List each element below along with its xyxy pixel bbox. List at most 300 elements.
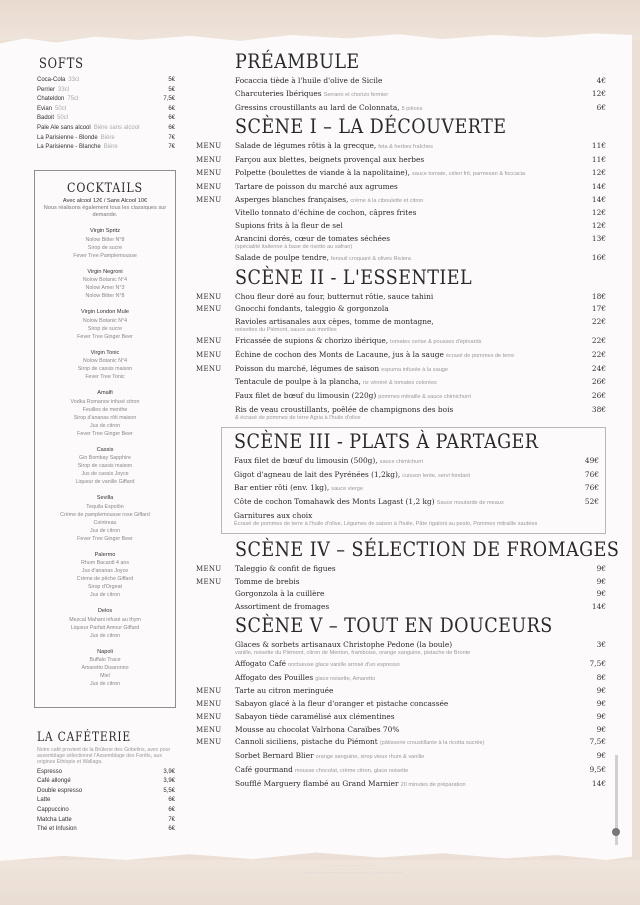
cocktail-ingredient: Amaretto Disaronno bbox=[81, 665, 129, 671]
dish-price: 14€ bbox=[591, 194, 606, 204]
section-title: SCÈNE IV – SÉLECTION DE FROMAGES bbox=[235, 537, 620, 561]
dish-row bbox=[196, 349, 606, 363]
dish-subline: noisettes du Piémont, sauce aux morilles bbox=[235, 326, 337, 333]
menu-tag: MENU bbox=[196, 364, 222, 373]
soft-drink-row bbox=[37, 124, 175, 134]
dish-name: Gigot d'agneau de lait des Pyrénées (1,2kg), bbox=[234, 469, 401, 479]
dish-price: 9€ bbox=[596, 711, 606, 721]
cocktail-ingredient: Mezcal Mahani infusé au thym bbox=[69, 616, 141, 623]
cocktail-item bbox=[35, 390, 175, 438]
dish-row bbox=[234, 469, 599, 483]
dish-row bbox=[196, 220, 606, 233]
dish-name: Échine de cochon des Monts de Lacaune, jus à la sauge bbox=[235, 349, 444, 359]
dish-name: Faux filet de bœuf du limousin (220g) bbox=[235, 391, 377, 401]
dish-price: 22€ bbox=[591, 317, 606, 327]
dish-price: 7,5€ bbox=[589, 658, 606, 668]
dish-name: Tartare de poisson du marché aux agrumes bbox=[235, 181, 398, 191]
dish-body bbox=[235, 140, 576, 154]
dish-price: 6€ bbox=[596, 102, 606, 112]
cocktail-item bbox=[35, 608, 175, 640]
dish-name: Taleggio & confit de figues bbox=[235, 563, 336, 573]
dish-name: Gnocchi fondants, taleggio & gorgonzola bbox=[235, 304, 389, 314]
coffee-name: Espresso bbox=[37, 768, 63, 775]
dish-name: Assortiment de fromages bbox=[235, 602, 330, 612]
cafeterie-intro: Notre café provient de la Brûlerie des Gobelins, avec pour assemblage sélectionné l'Assemblage des Forêts, aux origines Éthiopie et Wallaga. bbox=[37, 747, 171, 766]
cocktail-ingredient: Nolow Bitter N°8 bbox=[85, 293, 125, 299]
cocktail-ingredient: Nolow Amer N°3 bbox=[85, 285, 125, 291]
coffee-price: 6€ bbox=[168, 826, 175, 833]
dish-row bbox=[196, 750, 606, 764]
coffee-price: 3,9€ bbox=[163, 768, 175, 775]
dish-row bbox=[196, 181, 606, 194]
cocktail-name: Virgin Spritz bbox=[89, 228, 121, 234]
side-dot-icon bbox=[612, 828, 620, 836]
dish-body bbox=[235, 764, 576, 778]
menu-tag: MENU bbox=[196, 712, 222, 721]
dish-row bbox=[196, 88, 606, 102]
dish-row bbox=[234, 496, 599, 510]
dish-row bbox=[196, 154, 606, 167]
coffee-name: Latte bbox=[37, 797, 51, 804]
dish-name: Ravioles artisanales aux cèpes, tomme de montagne, bbox=[235, 317, 434, 327]
coffee-row bbox=[37, 777, 175, 787]
cocktail-name: Napoli bbox=[97, 648, 113, 655]
menu-tag: MENU bbox=[196, 195, 222, 204]
soft-drink-price: 6€ bbox=[168, 124, 175, 131]
dish-description: onctueuse glace vanille arrosé d'un espresso bbox=[287, 661, 400, 668]
dish-body bbox=[235, 563, 576, 576]
dish-body bbox=[235, 736, 576, 750]
dish-price: 9€ bbox=[596, 563, 606, 573]
dish-row bbox=[196, 601, 606, 614]
soft-drink-name: Badoit bbox=[37, 115, 55, 122]
cocktail-name: Virgin Tonic bbox=[90, 349, 120, 356]
cocktail-item bbox=[35, 552, 175, 600]
paper-texture-top bbox=[0, 0, 640, 40]
cocktail-ingredient: Sirop de sucre bbox=[87, 244, 123, 251]
footer-legal-text bbox=[180, 862, 520, 876]
cafeterie-list bbox=[37, 768, 175, 835]
coffee-row bbox=[37, 806, 175, 816]
dish-price: 22€ bbox=[591, 349, 606, 359]
cocktail-ingredient: Liqueur Parfait Amour Giffard bbox=[70, 624, 140, 631]
section-title: SCÈNE II - L'ESSENTIEL bbox=[235, 265, 473, 289]
soft-drink-row bbox=[37, 86, 175, 96]
soft-drink-size: 50cl bbox=[57, 115, 69, 122]
cocktail-item bbox=[35, 447, 175, 487]
coffee-price: 6€ bbox=[168, 806, 175, 813]
dish-body bbox=[235, 685, 576, 698]
dish-body bbox=[235, 194, 576, 208]
menu-tag: MENU bbox=[196, 305, 222, 314]
dish-price: 11€ bbox=[591, 141, 606, 151]
coffee-row bbox=[37, 787, 175, 797]
dish-row bbox=[196, 778, 606, 792]
dish-description: Serrano et chorizo fermier bbox=[323, 91, 389, 98]
soft-drink-row bbox=[37, 105, 175, 115]
dish-row bbox=[196, 404, 606, 423]
dish-price: 17€ bbox=[591, 304, 606, 314]
soft-drink-price: 7€ bbox=[168, 134, 175, 141]
dish-description: sauce vierge bbox=[331, 486, 363, 493]
dish-row bbox=[196, 140, 606, 154]
dish-body bbox=[235, 672, 576, 686]
dish-name: Sabayon tiède caramélisé aux clémentines bbox=[235, 711, 395, 721]
cafeterie-title: LA CAFÉTERIE bbox=[37, 730, 131, 745]
dish-row bbox=[234, 482, 599, 496]
cocktails-title: COCKTAILS bbox=[67, 181, 143, 196]
dish-name: Soufflé Marguery flambé au Grand Marnier bbox=[235, 778, 399, 788]
cocktail-ingredient: Jus de citron bbox=[89, 527, 121, 534]
cocktail-ingredient: Nolow Botanic N°4 bbox=[82, 277, 128, 283]
dish-price: 3€ bbox=[596, 639, 606, 649]
cocktail-ingredient: Nolow Botanic N°4 bbox=[82, 358, 128, 364]
dish-name: Farçou aux blettes, beignets provençal aux herbes bbox=[235, 155, 425, 165]
dish-price: 13€ bbox=[591, 233, 606, 243]
dish-description: écrasé de pommes de terre bbox=[445, 352, 515, 359]
dish-price: 26€ bbox=[591, 377, 606, 387]
cocktail-ingredient: Sirop de cassis maison bbox=[77, 366, 133, 372]
dish-body bbox=[234, 510, 571, 529]
dish-price: 38€ bbox=[591, 404, 606, 414]
cocktails-note: Nous réalisons également tous les classiques sur demande. bbox=[43, 205, 167, 218]
dish-body bbox=[235, 658, 576, 672]
dish-name: Vitello tonnato d'échine de cochon, câpres frites bbox=[235, 208, 417, 218]
dish-row bbox=[196, 698, 606, 711]
dish-row bbox=[234, 455, 599, 469]
dish-price: 22€ bbox=[591, 335, 606, 345]
dish-price: 9,5€ bbox=[589, 765, 606, 775]
dish-body bbox=[235, 363, 576, 377]
dish-price: 26€ bbox=[591, 391, 606, 401]
dish-body bbox=[234, 469, 571, 483]
coffee-price: 7€ bbox=[168, 816, 175, 823]
dish-name: Gorgonzola à la cuillère bbox=[235, 589, 325, 599]
cocktail-item bbox=[35, 228, 175, 260]
cocktail-item bbox=[35, 309, 175, 341]
dish-price: 49€ bbox=[584, 455, 599, 465]
dish-name: Glaces & sorbets artisanaux Christophe Pedone (la boule) bbox=[235, 639, 453, 649]
cocktail-ingredient: Fever Tree Tonic bbox=[85, 374, 125, 380]
dish-price: 14€ bbox=[591, 778, 606, 788]
cocktail-ingredient: Nolow Botanic N°4 bbox=[82, 317, 128, 324]
dish-body bbox=[235, 303, 576, 316]
dish-row bbox=[196, 685, 606, 698]
dish-name: Garnitures aux choix bbox=[234, 510, 313, 520]
dish-subline: (spécialité italienne à base de risotto au safran) bbox=[235, 243, 353, 250]
coffee-name: Cappuccino bbox=[37, 806, 69, 813]
dish-body bbox=[235, 102, 576, 116]
menu-tag: MENU bbox=[196, 292, 222, 301]
coffee-name: Café allongé bbox=[37, 778, 71, 785]
dish-name: Sabayon glacé à la fleur d'oranger et pistache concassée bbox=[235, 699, 449, 709]
dish-body bbox=[235, 404, 576, 423]
soft-drink-price: 7€ bbox=[168, 144, 175, 151]
dish-row bbox=[196, 363, 606, 377]
coffee-row bbox=[37, 768, 175, 778]
cocktail-ingredient: Sirop de sucre bbox=[87, 325, 123, 332]
menu-tag: MENU bbox=[196, 687, 222, 696]
soft-drink-row bbox=[37, 143, 175, 153]
cocktail-name: Virgin London Mule bbox=[80, 309, 130, 315]
dish-description: feta & herbes fraîches bbox=[378, 144, 433, 151]
dish-price: 24€ bbox=[591, 363, 606, 373]
coffee-name: Thé et Infusion bbox=[37, 826, 77, 833]
dish-price: 9€ bbox=[596, 751, 606, 761]
cocktail-item bbox=[35, 495, 175, 543]
section-title: SCÈNE V – TOUT EN DOUCEURS bbox=[235, 613, 553, 637]
dish-name: Cannoli siciliens, pistache du Piémont bbox=[235, 737, 378, 747]
dish-name: Affogato des Pouilles bbox=[235, 672, 314, 682]
dish-body bbox=[235, 588, 576, 601]
dish-row bbox=[196, 658, 606, 672]
dish-description: espuma infusée à la sauge bbox=[381, 366, 449, 373]
soft-drink-name: Evian bbox=[37, 105, 53, 112]
dish-body bbox=[235, 698, 576, 711]
cocktail-ingredient: Buffalo Trace bbox=[89, 657, 121, 663]
cocktail-item bbox=[35, 350, 175, 382]
coffee-row bbox=[37, 816, 175, 826]
menu-tag: MENU bbox=[196, 156, 222, 165]
soft-drink-row bbox=[37, 114, 175, 124]
soft-drink-size: Bière sans alcool bbox=[93, 124, 140, 131]
soft-drink-row bbox=[37, 134, 175, 144]
soft-drink-name-group bbox=[37, 143, 118, 153]
dish-name: Focaccia tiède à l'huile d'olive de Sicile bbox=[235, 76, 383, 85]
dish-name: Mousse au chocolat Valrhona Caraïbes 70% bbox=[235, 724, 400, 734]
dish-name: Charcuteries Ibériques bbox=[235, 88, 322, 98]
menu-tag: MENU bbox=[196, 738, 222, 747]
dish-name: Fricassée de supions & chorizo ibérique, bbox=[235, 335, 389, 345]
dish-row bbox=[196, 736, 606, 750]
cocktail-ingredient: Vodka Romanov infusé citron bbox=[70, 398, 140, 405]
dish-row bbox=[196, 75, 606, 88]
dish-name: Sorbet Bernard Blier bbox=[235, 751, 314, 761]
dish-description: 5 pièces bbox=[401, 105, 423, 112]
dish-body bbox=[235, 639, 576, 658]
footer-line-1: · · · · · · · · · · · · · · · · · · bbox=[325, 863, 375, 868]
soft-drink-size: 33cl bbox=[68, 77, 80, 83]
coffee-name: Double espresso bbox=[37, 787, 83, 794]
dish-row bbox=[196, 376, 606, 390]
soft-drink-price: 7,5€ bbox=[163, 96, 175, 103]
dish-body bbox=[235, 220, 576, 233]
cocktail-item bbox=[35, 269, 175, 301]
dish-row bbox=[196, 588, 606, 601]
dish-description: sauce tomate, céleri frit, parmesan & foccacia bbox=[411, 170, 526, 177]
dish-price: 16€ bbox=[591, 252, 606, 262]
cocktail-ingredient: Liqueur de vanille Giffard bbox=[75, 479, 135, 485]
cocktail-ingredient: Rhum Bacardi 4 ans bbox=[81, 560, 129, 566]
dish-price: 14€ bbox=[591, 602, 606, 612]
cocktail-ingredient: Jus de citron bbox=[89, 592, 121, 598]
dish-body bbox=[234, 482, 571, 496]
soft-drink-size: Bière bbox=[100, 134, 115, 141]
cocktail-ingredient: Crème de pêche Giffard bbox=[76, 576, 134, 582]
dish-description: (pâtisserie croustillante à la ricotta sucrée) bbox=[379, 740, 485, 747]
dish-description: orange sanguine, sirop vieux rhum & vanille bbox=[315, 754, 425, 761]
softs-list bbox=[37, 76, 175, 153]
cocktail-name: Virgin Negroni bbox=[87, 268, 123, 275]
menu-tag: MENU bbox=[196, 725, 222, 734]
dish-description: fenouil croquant & olives Riviera bbox=[331, 255, 411, 262]
cocktail-name: Palermo bbox=[94, 551, 116, 558]
softs-title: SOFTS bbox=[39, 56, 84, 72]
cocktail-name: Amalfi bbox=[97, 390, 113, 396]
dish-row bbox=[196, 252, 606, 266]
soft-drink-price: 6€ bbox=[168, 115, 175, 122]
menu-tag: MENU bbox=[196, 142, 222, 151]
cocktail-list bbox=[35, 228, 175, 688]
menu-tag: MENU bbox=[196, 564, 222, 573]
dish-name: Tomme de brebis bbox=[235, 576, 300, 586]
dish-body bbox=[235, 233, 576, 252]
dish-description: crème à la ciboulette et citron bbox=[350, 197, 424, 204]
soft-drink-size: Bière bbox=[103, 144, 118, 151]
dish-row bbox=[234, 510, 599, 529]
dish-row bbox=[196, 563, 606, 576]
dish-price: 9€ bbox=[596, 686, 606, 696]
cocktail-item bbox=[35, 649, 175, 689]
softs-section bbox=[37, 56, 175, 153]
dish-name: Ris de veau croustillants, poêlée de champignons des bois bbox=[235, 404, 454, 414]
soft-drink-size: 33cl bbox=[58, 86, 70, 93]
section-title: PRÉAMBULE bbox=[235, 50, 360, 73]
dish-price: 9€ bbox=[596, 589, 606, 599]
dish-description: Sauce moutarde de meaux bbox=[436, 500, 504, 507]
dish-row bbox=[196, 102, 606, 116]
dish-price: 12€ bbox=[591, 221, 606, 231]
dish-subline: vanille, noisette du Piémont, citron de Menton, framboise, orange sanguine, pistache de Bronte bbox=[235, 649, 471, 656]
section-box-plats-a-partager bbox=[221, 427, 606, 534]
menu-tag: MENU bbox=[196, 336, 222, 345]
coffee-row bbox=[37, 825, 175, 835]
dish-body bbox=[235, 181, 576, 194]
menu-tag: MENU bbox=[196, 168, 222, 177]
cocktail-name: Sevilla bbox=[96, 495, 114, 501]
dish-name: Arancini dorés, cœur de tomates séchées bbox=[235, 233, 391, 243]
soft-drink-name-group bbox=[37, 86, 69, 96]
soft-drink-size: 75cl bbox=[67, 96, 79, 103]
dish-body bbox=[235, 778, 576, 792]
dish-row bbox=[196, 390, 606, 404]
dish-body bbox=[234, 496, 571, 510]
section-title: SCÈNE I – LA DÉCOUVERTE bbox=[235, 115, 507, 139]
cocktail-ingredient: Cointreau bbox=[93, 519, 117, 526]
soft-drink-row bbox=[37, 76, 175, 86]
coffee-price: 5,5€ bbox=[163, 787, 175, 794]
dish-price: 7,5€ bbox=[589, 737, 606, 747]
soft-drink-name-group bbox=[37, 95, 78, 105]
dish-body bbox=[235, 576, 576, 589]
dish-body bbox=[235, 335, 576, 349]
soft-drink-name-group bbox=[37, 124, 139, 134]
dish-price: 12€ bbox=[591, 208, 606, 218]
dish-price: 9€ bbox=[596, 724, 606, 734]
dish-price: 11€ bbox=[591, 155, 606, 165]
menu-tag: MENU bbox=[196, 700, 222, 709]
soft-drink-size: 50cl bbox=[55, 105, 67, 112]
dish-name: Bar entier rôti (env. 1kg), bbox=[234, 483, 330, 493]
dish-price: 76€ bbox=[584, 483, 599, 493]
cocktail-ingredient: Jus de cassis Joyce bbox=[81, 471, 129, 477]
dish-price: 8€ bbox=[596, 672, 606, 682]
cocktail-ingredient: Feuilles de menthe bbox=[82, 406, 128, 413]
dish-name: Salade de légumes rôtis à la grecque, bbox=[235, 141, 377, 151]
cocktail-ingredient: Tequila Espolòn bbox=[86, 503, 124, 510]
dish-body bbox=[235, 154, 576, 167]
dish-body bbox=[235, 376, 576, 390]
menu-tag: MENU bbox=[196, 350, 222, 359]
dish-price: 9€ bbox=[596, 699, 606, 709]
dish-name: Chou fleur doré au four, butternut rôtie, sauce tahini bbox=[235, 291, 434, 301]
dish-subline: & écrasé de pommes de terre Agria à l'huile d'olive bbox=[235, 414, 361, 421]
dish-name: Gressins croustillants au lard de Colonnata, bbox=[235, 102, 400, 112]
dish-price: 76€ bbox=[584, 469, 599, 479]
dish-description: cuisson lente, servi fondant bbox=[402, 472, 471, 479]
cafeterie-section bbox=[37, 730, 175, 835]
dish-name: Café gourmand bbox=[235, 765, 293, 775]
dish-name: Polpette (boulettes de viande à la napolitaine), bbox=[235, 167, 410, 177]
cocktail-ingredient: Miel bbox=[100, 673, 110, 679]
dish-name: Asperges blanches françaises, bbox=[235, 194, 349, 204]
cocktail-name: Delos bbox=[97, 608, 113, 614]
soft-drink-name-group bbox=[37, 76, 79, 86]
soft-drink-price: 5€ bbox=[168, 86, 175, 93]
dish-body bbox=[235, 349, 576, 363]
coffee-price: 3,9€ bbox=[163, 778, 175, 785]
cocktail-ingredient: Crème de pamplemousse rose Giffard bbox=[60, 511, 150, 518]
coffee-price: 6€ bbox=[168, 797, 175, 804]
cocktail-ingredient: Jus de citron bbox=[89, 681, 121, 687]
dish-row bbox=[196, 303, 606, 316]
soft-drink-price: 6€ bbox=[168, 105, 175, 112]
cocktail-ingredient: Sirop d'ananas rôti maison bbox=[73, 414, 137, 421]
dish-body bbox=[235, 601, 576, 614]
soft-drink-row bbox=[37, 95, 175, 105]
dish-body bbox=[235, 724, 576, 737]
cocktail-ingredient: Sirop de cassis maison bbox=[77, 463, 133, 469]
dish-row bbox=[196, 672, 606, 686]
dish-subline: Écrasé de pommes de terre à l'huile d'olive, Légumes de saison à l'huile, Pâte rigatoni au pesto, Pommes mitraille sautées bbox=[234, 520, 538, 527]
soft-drink-name: Chateldon bbox=[37, 96, 65, 103]
cocktail-ingredient: Jus de citron bbox=[89, 422, 121, 429]
cocktail-ingredient: Jus de citron bbox=[89, 632, 121, 639]
dish-body bbox=[235, 711, 576, 724]
cocktails-section bbox=[34, 170, 176, 708]
menu-tag: MENU bbox=[196, 182, 222, 191]
dish-body bbox=[235, 75, 576, 88]
soft-drink-price: 5€ bbox=[168, 77, 175, 83]
dish-body bbox=[235, 291, 576, 304]
soft-drink-name-group bbox=[37, 105, 66, 115]
dish-description: tomates cerise & pousses d'épinards bbox=[390, 338, 482, 345]
dish-body bbox=[235, 207, 576, 220]
dish-price: 18€ bbox=[591, 291, 606, 301]
dish-description: riz vénéré & tomates colorées bbox=[362, 380, 437, 387]
soft-drink-name: La Parisienne - Blonde bbox=[37, 134, 98, 141]
dish-name: Poisson du marché, légumes de saison bbox=[235, 363, 380, 373]
cocktail-ingredient: Fever Tree Ginger Beer bbox=[77, 430, 133, 437]
cocktail-ingredient: Gin Bombay Sapphire bbox=[79, 455, 131, 461]
menu-tag: MENU bbox=[196, 577, 222, 586]
cocktails-pricing: Avec alcool 12€ / Sans Alcool 10€ bbox=[62, 198, 148, 204]
dish-description: pommes mitraille & sauce chimichurri bbox=[378, 394, 471, 401]
dish-name: Côte de cochon Tomahawk des Monts Lagast (1,2 kg) bbox=[234, 497, 435, 507]
dish-body bbox=[235, 252, 576, 266]
cocktails-intro bbox=[35, 198, 175, 219]
dish-price: 4€ bbox=[596, 76, 606, 85]
